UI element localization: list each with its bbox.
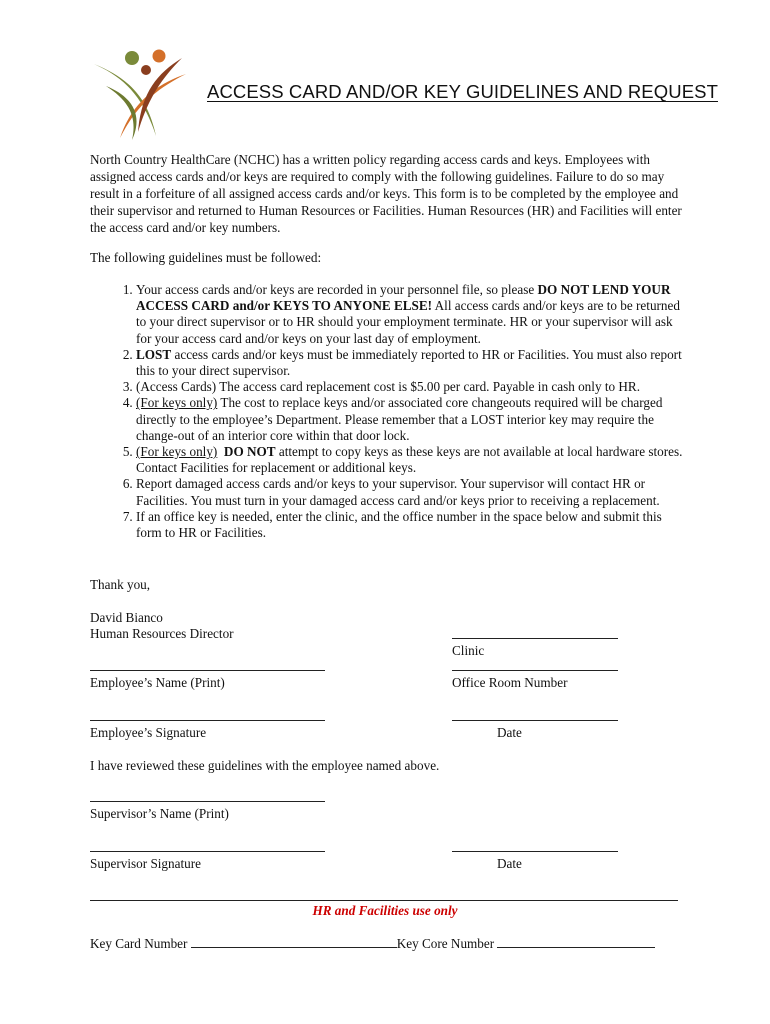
clinic-field[interactable] bbox=[452, 638, 618, 639]
guideline-6: 6. Report damaged access cards and/or keys to your supervisor. Your supervisor will contact HR or Facilities. You must turn in your damaged access card and/or keys prior to receiving a replacement. bbox=[136, 476, 690, 508]
supervisor-date-label: Date bbox=[497, 856, 522, 871]
key-card-number-field[interactable] bbox=[191, 937, 397, 948]
employee-signature-field[interactable] bbox=[90, 720, 325, 721]
key-number-row bbox=[90, 935, 655, 952]
supervisor-signature-field[interactable] bbox=[90, 851, 325, 852]
signer-name: David Bianco bbox=[90, 610, 163, 625]
guidelines-lead: The following guidelines must be followed: bbox=[90, 250, 322, 265]
guideline-7: 7. If an office key is needed, enter the clinic, and the office number in the space below and submit this form to HR or Facilities. bbox=[136, 509, 690, 541]
section-divider bbox=[90, 900, 678, 901]
logo-figure-head-right bbox=[153, 50, 166, 63]
logo-swoosh-olive bbox=[106, 86, 137, 140]
key-card-label: Key Card Number bbox=[90, 936, 191, 951]
guideline-2: 2. LOST access cards and/or keys must be immediately reported to HR or Facilities. You must also report this to your direct supervisor. bbox=[136, 347, 690, 379]
intro-paragraph: North Country HealthCare (NCHC) has a written policy regarding access cards and keys. Employees with assigned access cards and/or keys are required to comply with the following guidelines. Failure to do so may result in a forfeiture of all assigned access cards and/or keys. This form is to be completed by the employee and their supervisor and returned to Human Resources or Facilities. Human Resources (HR) and Facilities will enter the access card and/or key numbers. bbox=[90, 152, 682, 235]
page-title: ACCESS CARD AND/OR KEY GUIDELINES AND REQUEST bbox=[207, 81, 718, 102]
employee-date-field[interactable] bbox=[452, 720, 618, 721]
employee-date-label: Date bbox=[497, 725, 522, 740]
guidelines-list bbox=[90, 282, 690, 541]
nchc-logo bbox=[86, 44, 196, 140]
logo-figure-head-center bbox=[141, 65, 151, 75]
office-room-field[interactable] bbox=[452, 670, 618, 671]
guideline-5: 5. (For keys only) DO NOT attempt to copy keys as these keys are not available at local hardware stores. Contact Facilities for replacement or additional keys. bbox=[136, 444, 690, 476]
signer-title: Human Resources Director bbox=[90, 626, 234, 641]
hr-use-only-note: HR and Facilities use only bbox=[312, 903, 458, 918]
employee-signature-label: Employee’s Signature bbox=[90, 725, 207, 740]
clinic-label: Clinic bbox=[452, 643, 485, 658]
supervisor-date-field[interactable] bbox=[452, 851, 618, 852]
key-core-label: Key Core Number bbox=[396, 936, 498, 951]
employee-name-field[interactable] bbox=[90, 670, 325, 671]
supervisor-name-field[interactable] bbox=[90, 801, 325, 802]
key-core-number-field[interactable] bbox=[497, 937, 655, 948]
guideline-4: 4. (For keys only) The cost to replace keys and/or associated core changeouts required will be charged directly to the employee’s Department. Please remember that a LOST interior key may require the change-out of an interior core within that door lock. bbox=[136, 395, 690, 444]
logo-figure-head-left bbox=[125, 51, 139, 65]
supervisor-name-label: Supervisor’s Name (Print) bbox=[90, 806, 229, 821]
guideline-3: 3. (Access Cards) The access card replacement cost is $5.00 per card. Payable in cash only to HR. bbox=[136, 379, 690, 395]
guideline-1: 1. Your access cards and/or keys are recorded in your personnel file, so please DO NOT LEND YOUR ACCESS CARD and/or KEYS TO ANYONE ELSE! All access cards and/or keys are to be returned to your direct supervisor or to HR should your employment terminate. HR or your supervisor will ask for your access card and/or keys on your last day of employment. bbox=[136, 282, 690, 347]
reviewed-statement: I have reviewed these guidelines with the employee named above. bbox=[90, 758, 440, 773]
closing-thanks: Thank you, bbox=[90, 577, 151, 592]
office-room-label: Office Room Number bbox=[452, 675, 568, 690]
supervisor-signature-label: Supervisor Signature bbox=[90, 856, 201, 871]
employee-name-label: Employee’s Name (Print) bbox=[90, 675, 225, 690]
